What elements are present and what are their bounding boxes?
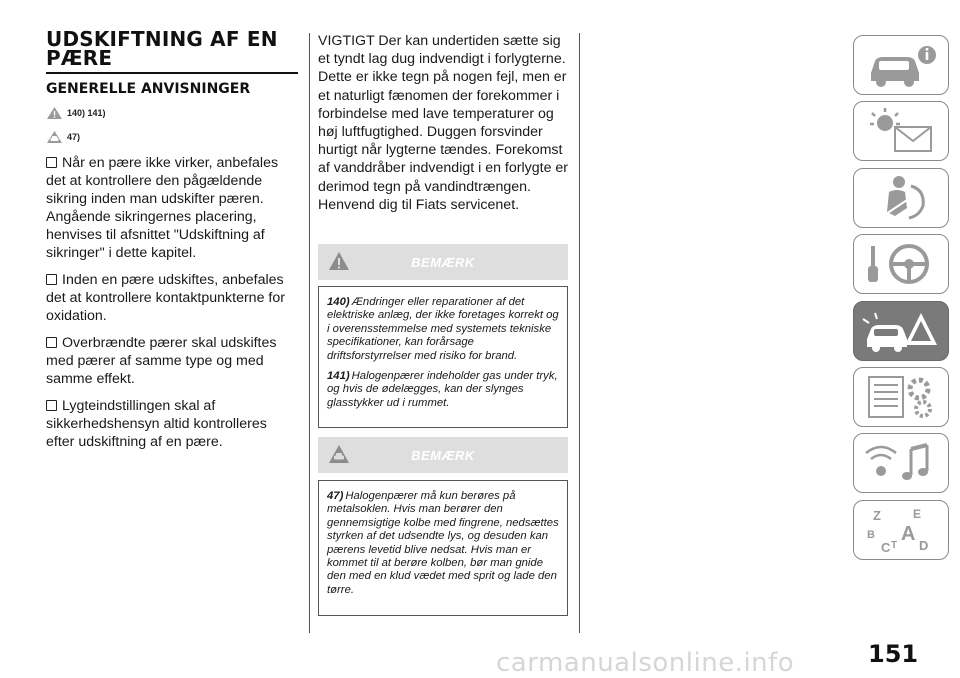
checkbox-bullet-icon: [46, 274, 57, 285]
checkbox-bullet-icon: [46, 337, 57, 348]
note-body-warning: [318, 286, 568, 428]
index-letter: T: [891, 539, 898, 551]
tab-index[interactable]: [853, 500, 949, 560]
note-item-140: 140) Ændringer eller reparationer af det elektriske anlæg, der ikke foretages korrekt og i overensstemmelse med systemets tekniske specifikationer, kan forårsage driftsforstyrrelser med risiko for brand.: [327, 296, 559, 362]
note-header-warning: [318, 244, 568, 280]
checkbox-bullet-icon: [46, 157, 57, 168]
caution-reference-numbers: 47): [67, 132, 81, 142]
section-title: UDSKIFTNING AF EN PÆRE: [46, 27, 278, 70]
paragraph-replace-bulbs: Overbrændte pærer skal udskiftes med pærer af samme type og med samme effekt.: [46, 335, 277, 387]
index-letter: Z: [873, 507, 881, 523]
paragraph-check-contacts: Inden en pære udskiftes, anbefales det at kontrollere kontaktpunkterne for oxidation.: [46, 272, 285, 324]
page-number: 151: [868, 640, 919, 668]
paragraph-check-fuse: Når en pære ikke virker, anbefales det at kontrollere den pågældende sikring inden man udskifter pæren. Angående sikringernes placering, henvises til afsnittet "Udskiftning af sikringer" i dette kapitel.: [46, 155, 279, 261]
watermark: carmanualsonline.info: [496, 648, 795, 678]
tab-car-info[interactable]: [853, 35, 949, 95]
warning-triangle-icon: [46, 106, 63, 120]
checkbox-bullet-icon: [46, 400, 57, 411]
index-letter: C: [881, 539, 891, 555]
emergency-car-triangle-icon: [861, 305, 941, 357]
car-damage-icon: [46, 130, 63, 144]
tab-lights-messages[interactable]: [853, 101, 949, 161]
car-damage-icon: [328, 443, 350, 465]
note-body-caution: [318, 480, 568, 616]
tab-safety[interactable]: [853, 168, 949, 228]
note-label: BEMÆRK: [411, 254, 475, 270]
key-steering-wheel-icon: [861, 238, 941, 290]
note-label: BEMÆRK: [411, 447, 475, 463]
left-column: [46, 27, 298, 451]
tab-starting-driving[interactable]: [853, 234, 949, 294]
tab-emergency[interactable]: [853, 301, 949, 361]
chapter-tabs: [853, 35, 949, 566]
index-letter: A: [901, 522, 916, 545]
warning-reference-numbers: 140) 141): [67, 108, 106, 118]
column-divider-right: [579, 33, 580, 633]
index-letter: B: [867, 528, 875, 541]
multimedia-music-icon: [861, 437, 941, 489]
important-paragraph: VIGTIGT Der kan undertiden sætte sig et tyndt lag dug indvendigt i forlygterne. Dette er ikke tegn på nogen fejl, men er et naturligt fænomen der forekommer i forbindelse med lave temperaturer og høj luftfugtighed. Duggen forsvinder hurtigt når lygterne tændes. Forekomst af vanddråber indvendigt i en forlygte er derimod tegn på vandindtrængen. Henvend dig til Fiats servicenet.: [318, 33, 569, 213]
warning-reference: [46, 106, 298, 120]
lights-mail-icon: [861, 105, 941, 157]
tab-maintenance[interactable]: [853, 367, 949, 427]
middle-column: [318, 32, 570, 214]
tab-multimedia[interactable]: [853, 433, 949, 493]
paragraph-headlight-alignment: Lygteindstillingen skal af sikkerhedshensyn altid kontrolleres efter udskiftning af en pære.: [46, 398, 267, 450]
index-letter: D: [919, 537, 929, 553]
warning-triangle-icon: [328, 250, 350, 272]
airbag-seat-icon: [861, 172, 941, 224]
section-subtitle: GENERELLE ANVISNINGER: [46, 81, 251, 97]
index-letter: E: [913, 506, 922, 521]
alphabetical-index-icon: [861, 504, 941, 556]
caution-reference: [46, 130, 298, 144]
column-divider-left: [309, 33, 310, 633]
note-item-141: 141) Halogenpærer indeholder gas under tryk, og hvis de ødelægges, kan der slynges glasstykker ud i rummet.: [327, 370, 558, 409]
title-underline: [46, 72, 298, 74]
note-header-caution: [318, 437, 568, 473]
car-info-icon: [861, 39, 941, 91]
maintenance-list-gear-icon: [861, 371, 941, 423]
note-item-47: 47) Halogenpærer må kun berøres på metalsoklen. Hvis man berører den gennemsigtige kolbe med fingrene, nedsættes styrken af det udsendte lys, og desuden kan pærens levetid blive nedsat. Hvis man er kommet til at berøre kolben, bør man gnide den med en klud vædet med sprit og lade den tørre.: [327, 490, 559, 596]
